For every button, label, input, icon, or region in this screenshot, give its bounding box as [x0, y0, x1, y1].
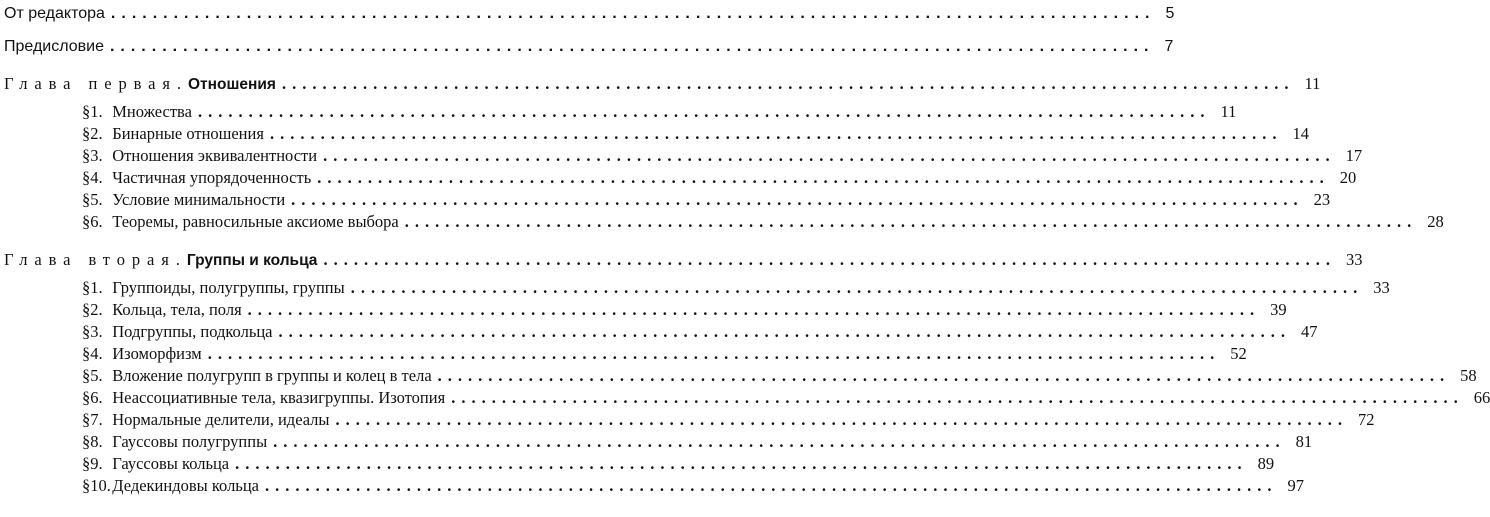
section-page: 14: [1292, 124, 1309, 143]
section-page: 39: [1270, 300, 1287, 319]
section-page: 28: [1427, 212, 1444, 231]
section-number: 2.: [90, 300, 103, 319]
section-title: Бинарные отношения: [112, 124, 264, 143]
section-mark: §: [82, 212, 91, 231]
toc-entry-title: Предисловие: [4, 38, 104, 55]
chapter-prefix: Глава первая.: [4, 74, 188, 93]
section-mark: §: [82, 102, 91, 121]
dot-leader: ....................................................................................................: [110, 5, 1156, 22]
chapter-page: 33: [1345, 250, 1363, 269]
dot-leader: ....................................................................................................: [323, 146, 1336, 165]
section-number: 4.: [90, 168, 103, 187]
dot-leader: ....................................................................................................: [404, 212, 1418, 231]
dot-leader: ....................................................................................................: [335, 410, 1349, 429]
toc-section[interactable]: [82, 188, 1331, 212]
section-page: 20: [1339, 168, 1357, 187]
toc-chapter-1[interactable]: [4, 72, 1321, 96]
section-number: 3.: [90, 322, 103, 341]
section-number: 8.: [90, 432, 103, 451]
section-mark: §: [82, 322, 91, 341]
chapter-title: Отношения: [187, 76, 276, 93]
section-title: Подгруппы, подкольца: [112, 322, 273, 341]
section-title: Нормальные делители, идеалы: [112, 410, 330, 429]
toc-entry-editor-foreword[interactable]: [4, 2, 1175, 26]
section-page: 23: [1313, 190, 1331, 209]
toc-section[interactable]: [82, 364, 1477, 388]
toc-section[interactable]: [82, 342, 1247, 366]
section-page: 97: [1287, 476, 1304, 495]
toc-section[interactable]: [82, 166, 1357, 190]
dot-leader: ....................................................................................................: [269, 124, 1283, 143]
section-number: 5.: [90, 366, 103, 385]
section-number: 4.: [90, 344, 103, 363]
toc-section[interactable]: [82, 144, 1363, 168]
section-title: Отношения эквивалентности: [112, 146, 318, 165]
section-page: 89: [1257, 454, 1275, 473]
section-title: Множества: [112, 102, 192, 121]
section-page: 72: [1358, 410, 1375, 429]
section-number: 7.: [90, 410, 103, 429]
toc-section[interactable]: [82, 320, 1318, 344]
toc-entry-page: 5: [1165, 5, 1175, 22]
chapter-page: 11: [1304, 74, 1321, 93]
section-title: Гауссовы полугруппы: [112, 432, 268, 451]
section-mark: §: [82, 344, 91, 363]
section-mark: §: [82, 278, 91, 297]
dot-leader: ....................................................................................................: [323, 250, 1336, 269]
toc-section[interactable]: [82, 298, 1287, 322]
dot-leader: ....................................................................................................: [264, 476, 1278, 495]
toc-entry-preface[interactable]: [4, 35, 1174, 59]
toc-entry-page: 7: [1164, 38, 1174, 55]
section-page: 47: [1301, 322, 1318, 341]
section-mark: §: [82, 300, 91, 319]
section-number: 10.: [90, 476, 111, 495]
section-title: Кольца, тела, поля: [112, 300, 242, 319]
toc-section[interactable]: [82, 430, 1313, 454]
section-number: 9.: [90, 454, 103, 473]
section-number: 3.: [90, 146, 103, 165]
dot-leader: ....................................................................................................: [281, 74, 1295, 93]
toc-section[interactable]: [82, 100, 1237, 124]
section-mark: §: [82, 190, 91, 209]
section-title: Изоморфизм: [112, 344, 202, 363]
chapter-prefix: Глава вторая.: [4, 250, 187, 269]
section-page: 52: [1230, 344, 1247, 363]
section-number: 1.: [90, 102, 103, 121]
section-title: Теоремы, равносильные аксиоме выбора: [112, 212, 399, 231]
dot-leader: ....................................................................................................: [273, 432, 1286, 451]
toc-chapter-2[interactable]: [4, 248, 1363, 272]
toc-section[interactable]: [82, 386, 1490, 410]
section-mark: §: [82, 410, 91, 429]
toc-section[interactable]: [82, 276, 1390, 300]
dot-leader: ....................................................................................................: [278, 322, 1292, 341]
dot-leader: ....................................................................................................: [247, 300, 1261, 319]
section-page: 66: [1473, 388, 1490, 407]
section-title: Дедекиндовы кольца: [112, 476, 259, 495]
toc-section[interactable]: [82, 122, 1309, 146]
toc-entry-title: От редактора: [4, 5, 105, 22]
section-number: 6.: [90, 212, 103, 231]
section-mark: §: [82, 388, 91, 407]
section-title: Частичная упорядоченность: [112, 168, 312, 187]
section-mark: §: [82, 146, 91, 165]
dot-leader: ....................................................................................................: [350, 278, 1364, 297]
dot-leader: ....................................................................................................: [109, 38, 1155, 55]
section-page: 58: [1460, 366, 1477, 385]
section-mark: §: [82, 476, 91, 495]
dot-leader: ....................................................................................................: [437, 366, 1451, 385]
toc-section[interactable]: [82, 474, 1304, 498]
section-title: Неассоциативные тела, квазигруппы. Изотопия: [112, 388, 446, 407]
section-page: 17: [1345, 146, 1363, 165]
dot-leader: ....................................................................................................: [197, 102, 1211, 121]
chapter-title: Группы и кольца: [186, 252, 318, 269]
toc-section[interactable]: [82, 452, 1275, 476]
section-page: 11: [1220, 102, 1237, 121]
section-number: 6.: [90, 388, 103, 407]
dot-leader: ....................................................................................................: [317, 168, 1330, 187]
section-title: Условие минимальности: [112, 190, 286, 209]
dot-leader: ....................................................................................................: [235, 454, 1248, 473]
section-mark: §: [82, 124, 91, 143]
section-title: Гауссовы кольца: [112, 454, 230, 473]
section-mark: §: [82, 432, 91, 451]
section-page: 33: [1373, 278, 1390, 297]
section-mark: §: [82, 366, 91, 385]
section-mark: §: [82, 168, 91, 187]
section-title: Группоиды, полугруппы, группы: [112, 278, 345, 297]
dot-leader: ....................................................................................................: [207, 344, 1221, 363]
dot-leader: ....................................................................................................: [291, 190, 1304, 209]
toc-section[interactable]: [82, 408, 1375, 432]
dot-leader: ....................................................................................................: [451, 388, 1464, 407]
section-title: Вложение полугрупп в группы и колец в тела: [112, 366, 432, 385]
section-number: 2.: [90, 124, 103, 143]
section-page: 81: [1295, 432, 1313, 451]
section-mark: §: [82, 454, 91, 473]
section-number: 1.: [90, 278, 103, 297]
toc-section[interactable]: [82, 210, 1444, 234]
section-number: 5.: [90, 190, 103, 209]
